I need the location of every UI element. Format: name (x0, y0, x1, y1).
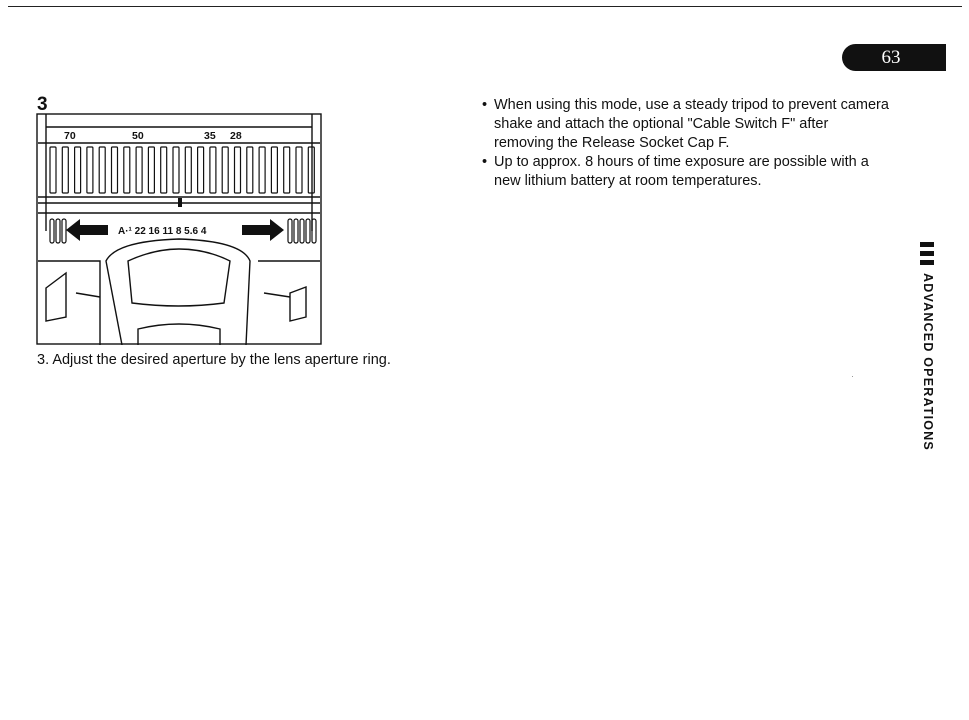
aperture-ring-rib (312, 219, 316, 243)
focal-length-label: 35 (204, 130, 216, 142)
focal-length-label: 28 (230, 130, 242, 142)
section-label: ADVANCED OPERATIONS (921, 273, 935, 451)
page-number-tab (842, 44, 946, 71)
top-rule (8, 6, 962, 7)
zoom-ring-rib (284, 147, 290, 193)
aperture-ring-rib (306, 219, 310, 243)
focal-length-label: 70 (64, 130, 76, 142)
list-item-text: When using this mode, use a steady tripod to prevent camera shake and attach the optional "Cable Switch F" after removing the Release Socket Cap F. (494, 97, 889, 151)
aperture-ring-rib (288, 219, 292, 243)
index-mark (178, 198, 182, 207)
zoom-ring-rib (50, 147, 56, 193)
zoom-ring-rib (87, 147, 93, 193)
focal-length-label: 50 (132, 130, 144, 142)
bullet-icon: • (482, 154, 488, 170)
zoom-ring-rib (148, 147, 154, 193)
zoom-ring-rib (247, 147, 253, 193)
bullet-icon: • (482, 97, 488, 113)
instruction-list (482, 96, 890, 191)
arrow-left-icon (66, 219, 108, 241)
zoom-ring-rib (136, 147, 142, 193)
zoom-ring-rib (173, 147, 179, 193)
zoom-ring-rib (161, 147, 167, 193)
aperture-ring-rib (50, 219, 54, 243)
figure-caption: 3. Adjust the desired aperture by the lens aperture ring. (37, 352, 391, 368)
aperture-ring-rib (62, 219, 66, 243)
lens-aperture-ring-illustration (36, 113, 322, 345)
zoom-ring-rib (296, 147, 302, 193)
list-item (482, 153, 890, 191)
zoom-ring-rib (271, 147, 277, 193)
aperture-ring-rib (300, 219, 304, 243)
zoom-ring-rib (210, 147, 216, 193)
list-item (482, 96, 890, 153)
zoom-ring-rib (62, 147, 68, 193)
zoom-ring-rib (185, 147, 191, 193)
list-item-text: Up to approx. 8 hours of time exposure are possible with a new lithium battery at room temperatures. (494, 154, 869, 189)
camera-body-drawing (38, 239, 320, 345)
aperture-scale: A·¹ 22 16 11 8 5.6 4 (118, 226, 207, 237)
zoom-ring-rib (222, 147, 228, 193)
zoom-ring-rib (198, 147, 204, 193)
step-number: 3 (37, 94, 48, 115)
arrow-right-icon (242, 219, 284, 241)
zoom-ring-rib (112, 147, 118, 193)
zoom-ring-rib (235, 147, 241, 193)
zoom-ring-rib (124, 147, 130, 193)
page-number: 63 (881, 46, 901, 68)
scan-speck (852, 376, 853, 377)
aperture-ring-rib (56, 219, 60, 243)
zoom-ring-rib (99, 147, 105, 193)
zoom-ring-rib (75, 147, 81, 193)
aperture-ring-rib (294, 219, 298, 243)
zoom-ring-rib (259, 147, 265, 193)
